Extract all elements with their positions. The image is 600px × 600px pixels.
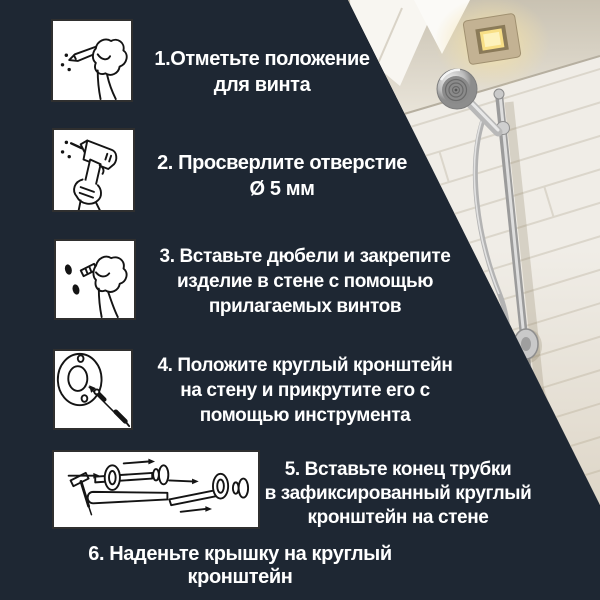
bar-assembly-exploded-icon xyxy=(54,452,258,527)
step-4-text-line-1: 4. Положите круглый кронштейн xyxy=(157,355,453,376)
step-1-text-line-2: для винта xyxy=(213,74,311,96)
wall-flange xyxy=(514,329,542,363)
round-bracket-screw-icon xyxy=(55,351,131,428)
dowel-insert-hand-icon xyxy=(56,241,134,318)
step-1-text-line-1: 1.Отметьте положение xyxy=(154,48,370,70)
step-3-illustration-box xyxy=(54,239,136,320)
step-4-text-line-2: на стену и прикрутите его с xyxy=(180,380,430,401)
shower-head xyxy=(437,69,477,109)
step-3-text-line-1: 3. Вставьте дюбели и закрепите xyxy=(159,246,451,267)
step-6-text-line-1: 6. Наденьте крышку на круглый кронштейн xyxy=(88,543,392,588)
step-5-illustration-box xyxy=(52,450,260,529)
step-5-text-line-2: в зафиксированный круглый xyxy=(264,483,532,504)
step-2-text-line-1: 2. Просверлите отверстие xyxy=(157,152,407,174)
step-4-text-line-3: помощью инструмента xyxy=(199,405,411,426)
step-2-illustration-box xyxy=(52,128,135,212)
step-5-text-line-3: кронштейн на стене xyxy=(307,507,489,528)
step-3-text-line-3: прилагаемых винтов xyxy=(208,296,402,317)
drill-icon xyxy=(54,130,133,210)
step-3-text-line-2: изделие в стене с помощью xyxy=(176,271,434,292)
step-4-illustration-box xyxy=(53,349,133,430)
step-2-text-line-2: Ø 5 мм xyxy=(249,178,315,200)
step-5-text-line-1: 5. Вставьте конец трубки xyxy=(284,459,512,480)
